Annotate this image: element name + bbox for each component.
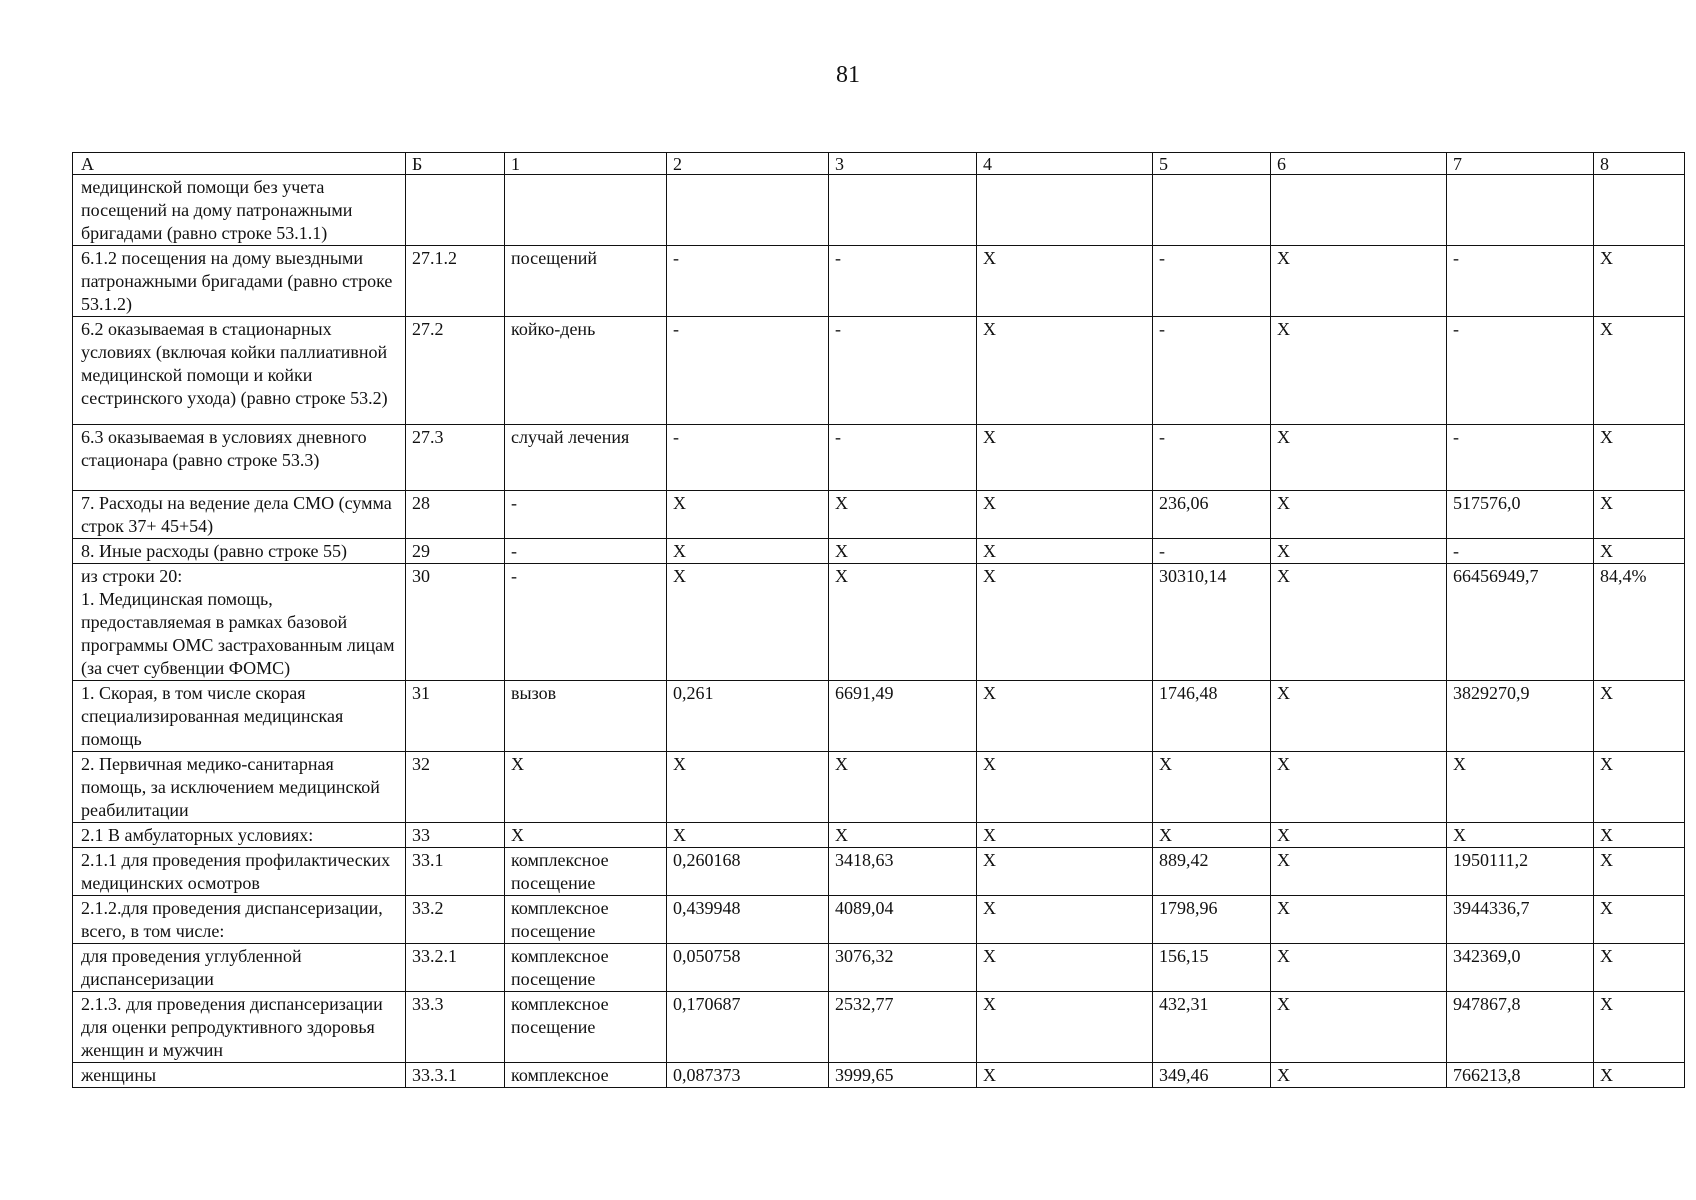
table-cell-col-7: X <box>1271 681 1447 752</box>
table-cell-col-7: X <box>1271 425 1447 491</box>
header-cell-8: 8 <box>1594 153 1685 175</box>
table-cell-col-0: 2.1.3. для проведения диспансеризации для оценки репродуктивного здоровья женщин и мужчин <box>73 992 406 1063</box>
table-cell-col-0: для проведения углубленной диспансеризации <box>73 944 406 992</box>
table-cell-col-2: - <box>505 539 667 564</box>
table-cell-col-2: X <box>505 752 667 823</box>
table-cell-col-9: X <box>1594 1063 1685 1088</box>
table-cell-col-0: 1. Скорая, в том числе скорая специализированная медицинская помощь <box>73 681 406 752</box>
table-cell-col-4 <box>829 175 977 246</box>
table-cell-col-7: X <box>1271 944 1447 992</box>
table-cell-col-2: койко-день <box>505 317 667 425</box>
table-cell-col-3: X <box>667 823 829 848</box>
table-cell-col-4: 2532,77 <box>829 992 977 1063</box>
table-cell-col-2: комплексное посещение <box>505 944 667 992</box>
table-row <box>73 848 1685 896</box>
table-cell-col-6: 156,15 <box>1153 944 1271 992</box>
table-cell-col-1: 33.2.1 <box>406 944 505 992</box>
table-cell-col-2: комплексное посещение <box>505 848 667 896</box>
table-header-row <box>73 153 1685 175</box>
table-cell-col-4: X <box>829 491 977 539</box>
data-table <box>72 152 1685 1088</box>
table-cell-col-4: - <box>829 425 977 491</box>
table-cell-col-1: 33.2 <box>406 896 505 944</box>
table-cell-col-5: X <box>977 564 1153 681</box>
table-row <box>73 564 1685 681</box>
table-cell-col-4: X <box>829 539 977 564</box>
table-cell-col-0: 2.1 В амбулаторных условиях: <box>73 823 406 848</box>
table-row <box>73 944 1685 992</box>
table-row <box>73 752 1685 823</box>
table-cell-col-2: вызов <box>505 681 667 752</box>
table-cell-col-7: X <box>1271 539 1447 564</box>
table-cell-col-2: X <box>505 823 667 848</box>
table-cell-col-9: X <box>1594 752 1685 823</box>
table-cell-col-9: X <box>1594 992 1685 1063</box>
table-cell-col-2: посещений <box>505 246 667 317</box>
header-cell-2: 2 <box>667 153 829 175</box>
table-cell-col-5: X <box>977 823 1153 848</box>
table-row <box>73 317 1685 425</box>
table-row <box>73 246 1685 317</box>
table-cell-col-6 <box>1153 175 1271 246</box>
table-cell-col-9: X <box>1594 896 1685 944</box>
table-cell-col-4: 4089,04 <box>829 896 977 944</box>
table-cell-col-6: - <box>1153 425 1271 491</box>
table-cell-col-4: 3999,65 <box>829 1063 977 1088</box>
table-cell-col-1: 27.2 <box>406 317 505 425</box>
table-cell-col-5: X <box>977 896 1153 944</box>
table-cell-col-6: - <box>1153 317 1271 425</box>
table-cell-col-8: 517576,0 <box>1447 491 1594 539</box>
table-cell-col-5: X <box>977 491 1153 539</box>
table-row <box>73 896 1685 944</box>
table-cell-col-3: - <box>667 317 829 425</box>
table-cell-col-1: 33.1 <box>406 848 505 896</box>
table-cell-col-5: X <box>977 681 1153 752</box>
table-cell-col-7: X <box>1271 564 1447 681</box>
table-cell-col-4: 6691,49 <box>829 681 977 752</box>
table-cell-col-9: X <box>1594 317 1685 425</box>
table-cell-col-7: X <box>1271 896 1447 944</box>
table-cell-col-8: - <box>1447 539 1594 564</box>
table-cell-col-8: 1950111,2 <box>1447 848 1594 896</box>
header-cell-7: 7 <box>1447 153 1594 175</box>
table-cell-col-7: X <box>1271 246 1447 317</box>
header-cell-4: 4 <box>977 153 1153 175</box>
table-cell-col-3: X <box>667 491 829 539</box>
table-body <box>73 153 1685 1088</box>
table-cell-col-1: 33 <box>406 823 505 848</box>
table-cell-col-5: X <box>977 848 1153 896</box>
table-cell-col-8: 3944336,7 <box>1447 896 1594 944</box>
table-cell-col-8: 766213,8 <box>1447 1063 1594 1088</box>
table-cell-col-8: - <box>1447 425 1594 491</box>
table-cell-col-5: X <box>977 425 1153 491</box>
table-cell-col-3: 0,439948 <box>667 896 829 944</box>
table-cell-col-0: 2.1.1 для проведения профилактических медицинских осмотров <box>73 848 406 896</box>
table-cell-col-7: X <box>1271 992 1447 1063</box>
table-cell-col-9: X <box>1594 539 1685 564</box>
table-cell-col-1 <box>406 175 505 246</box>
table-cell-col-6: 349,46 <box>1153 1063 1271 1088</box>
table-row <box>73 491 1685 539</box>
table-cell-col-0: 6.2 оказываемая в стационарных условиях (включая койки паллиативной медицинской помощи и койки сестринского ухода) (равно строке 53.2) <box>73 317 406 425</box>
table-cell-col-1: 29 <box>406 539 505 564</box>
table-cell-col-2: случай лечения <box>505 425 667 491</box>
header-cell-b: Б <box>406 153 505 175</box>
table-cell-col-7: X <box>1271 848 1447 896</box>
table-cell-col-0: 6.1.2 посещения на дому выездными патронажными бригадами (равно строке 53.1.2) <box>73 246 406 317</box>
table-row <box>73 1063 1685 1088</box>
table-row <box>73 992 1685 1063</box>
table-cell-col-8: X <box>1447 823 1594 848</box>
table-cell-col-9: X <box>1594 246 1685 317</box>
table-cell-col-0: женщины <box>73 1063 406 1088</box>
table-cell-col-0: 7. Расходы на ведение дела СМО (сумма строк 37+ 45+54) <box>73 491 406 539</box>
table-cell-col-2: комплексное посещение <box>505 896 667 944</box>
table-cell-col-8: 947867,8 <box>1447 992 1594 1063</box>
table-cell-col-3: X <box>667 752 829 823</box>
header-cell-a: А <box>73 153 406 175</box>
table-cell-col-6: 30310,14 <box>1153 564 1271 681</box>
table-cell-col-7: X <box>1271 317 1447 425</box>
table-cell-col-4: - <box>829 246 977 317</box>
header-cell-3: 3 <box>829 153 977 175</box>
table-cell-col-1: 28 <box>406 491 505 539</box>
table-cell-col-2: - <box>505 491 667 539</box>
table-cell-col-5: X <box>977 752 1153 823</box>
table-cell-col-0: 6.3 оказываемая в условиях дневного стационара (равно строке 53.3) <box>73 425 406 491</box>
header-cell-5: 5 <box>1153 153 1271 175</box>
page-number: 81 <box>836 62 860 88</box>
table-cell-col-6: X <box>1153 752 1271 823</box>
table-cell-col-6: 432,31 <box>1153 992 1271 1063</box>
table-cell-col-9: X <box>1594 823 1685 848</box>
table-cell-col-8: 342369,0 <box>1447 944 1594 992</box>
table-cell-col-9: X <box>1594 944 1685 992</box>
table-row <box>73 539 1685 564</box>
table-cell-col-8: - <box>1447 246 1594 317</box>
table-cell-col-3 <box>667 175 829 246</box>
table-cell-col-0: 2. Первичная медико-санитарная помощь, за исключением медицинской реабилитации <box>73 752 406 823</box>
table-cell-col-1: 32 <box>406 752 505 823</box>
table-cell-col-8 <box>1447 175 1594 246</box>
table-cell-col-5: X <box>977 539 1153 564</box>
table-row <box>73 681 1685 752</box>
table-cell-col-3: - <box>667 425 829 491</box>
table-cell-col-8: X <box>1447 752 1594 823</box>
table-cell-col-6: X <box>1153 823 1271 848</box>
table-cell-col-9 <box>1594 175 1685 246</box>
table-cell-col-1: 31 <box>406 681 505 752</box>
table-cell-col-4: - <box>829 317 977 425</box>
table-cell-col-9: X <box>1594 681 1685 752</box>
data-table-container <box>72 152 1684 1088</box>
table-cell-col-5: X <box>977 317 1153 425</box>
table-cell-col-1: 27.3 <box>406 425 505 491</box>
table-row <box>73 175 1685 246</box>
table-cell-col-5: X <box>977 1063 1153 1088</box>
table-cell-col-1: 33.3.1 <box>406 1063 505 1088</box>
table-cell-col-6: 236,06 <box>1153 491 1271 539</box>
table-cell-col-2 <box>505 175 667 246</box>
table-cell-col-7: X <box>1271 1063 1447 1088</box>
table-cell-col-3: X <box>667 564 829 681</box>
table-cell-col-3: 0,260168 <box>667 848 829 896</box>
table-cell-col-0: 8. Иные расходы (равно строке 55) <box>73 539 406 564</box>
table-cell-col-0: из строки 20: 1. Медицинская помощь, предоставляемая в рамках базовой программы ОМС застрахованным лицам (за счет субвенции ФОМС) <box>73 564 406 681</box>
table-cell-col-0: медицинской помощи без учета посещений на дому патронажными бригадами (равно строке 53.1.1) <box>73 175 406 246</box>
table-cell-col-9: X <box>1594 848 1685 896</box>
table-cell-col-9: X <box>1594 491 1685 539</box>
table-cell-col-8: 3829270,9 <box>1447 681 1594 752</box>
table-cell-col-2: комплексное <box>505 1063 667 1088</box>
table-cell-col-4: 3418,63 <box>829 848 977 896</box>
table-cell-col-6: - <box>1153 539 1271 564</box>
table-cell-col-5: X <box>977 246 1153 317</box>
table-cell-col-5: X <box>977 992 1153 1063</box>
table-cell-col-3: 0,050758 <box>667 944 829 992</box>
table-cell-col-4: 3076,32 <box>829 944 977 992</box>
table-cell-col-3: - <box>667 246 829 317</box>
table-cell-col-7: X <box>1271 752 1447 823</box>
table-cell-col-5 <box>977 175 1153 246</box>
table-cell-col-4: X <box>829 823 977 848</box>
table-cell-col-1: 33.3 <box>406 992 505 1063</box>
table-cell-col-1: 27.1.2 <box>406 246 505 317</box>
table-row <box>73 425 1685 491</box>
table-cell-col-6: 1798,96 <box>1153 896 1271 944</box>
table-cell-col-9: X <box>1594 425 1685 491</box>
table-cell-col-3: X <box>667 539 829 564</box>
table-cell-col-9: 84,4% <box>1594 564 1685 681</box>
table-cell-col-8: 66456949,7 <box>1447 564 1594 681</box>
table-cell-col-3: 0,170687 <box>667 992 829 1063</box>
table-cell-col-4: X <box>829 564 977 681</box>
table-row <box>73 823 1685 848</box>
table-cell-col-2: - <box>505 564 667 681</box>
table-cell-col-8: - <box>1447 317 1594 425</box>
table-cell-col-0: 2.1.2.для проведения диспансеризации, всего, в том числе: <box>73 896 406 944</box>
table-cell-col-3: 0,261 <box>667 681 829 752</box>
table-cell-col-7: X <box>1271 823 1447 848</box>
table-cell-col-6: 1746,48 <box>1153 681 1271 752</box>
header-cell-1: 1 <box>505 153 667 175</box>
table-cell-col-3: 0,087373 <box>667 1063 829 1088</box>
table-cell-col-7 <box>1271 175 1447 246</box>
table-cell-col-1: 30 <box>406 564 505 681</box>
table-cell-col-7: X <box>1271 491 1447 539</box>
header-cell-6: 6 <box>1271 153 1447 175</box>
table-cell-col-6: 889,42 <box>1153 848 1271 896</box>
table-cell-col-6: - <box>1153 246 1271 317</box>
table-cell-col-4: X <box>829 752 977 823</box>
table-cell-col-2: комплексное посещение <box>505 992 667 1063</box>
table-cell-col-5: X <box>977 944 1153 992</box>
